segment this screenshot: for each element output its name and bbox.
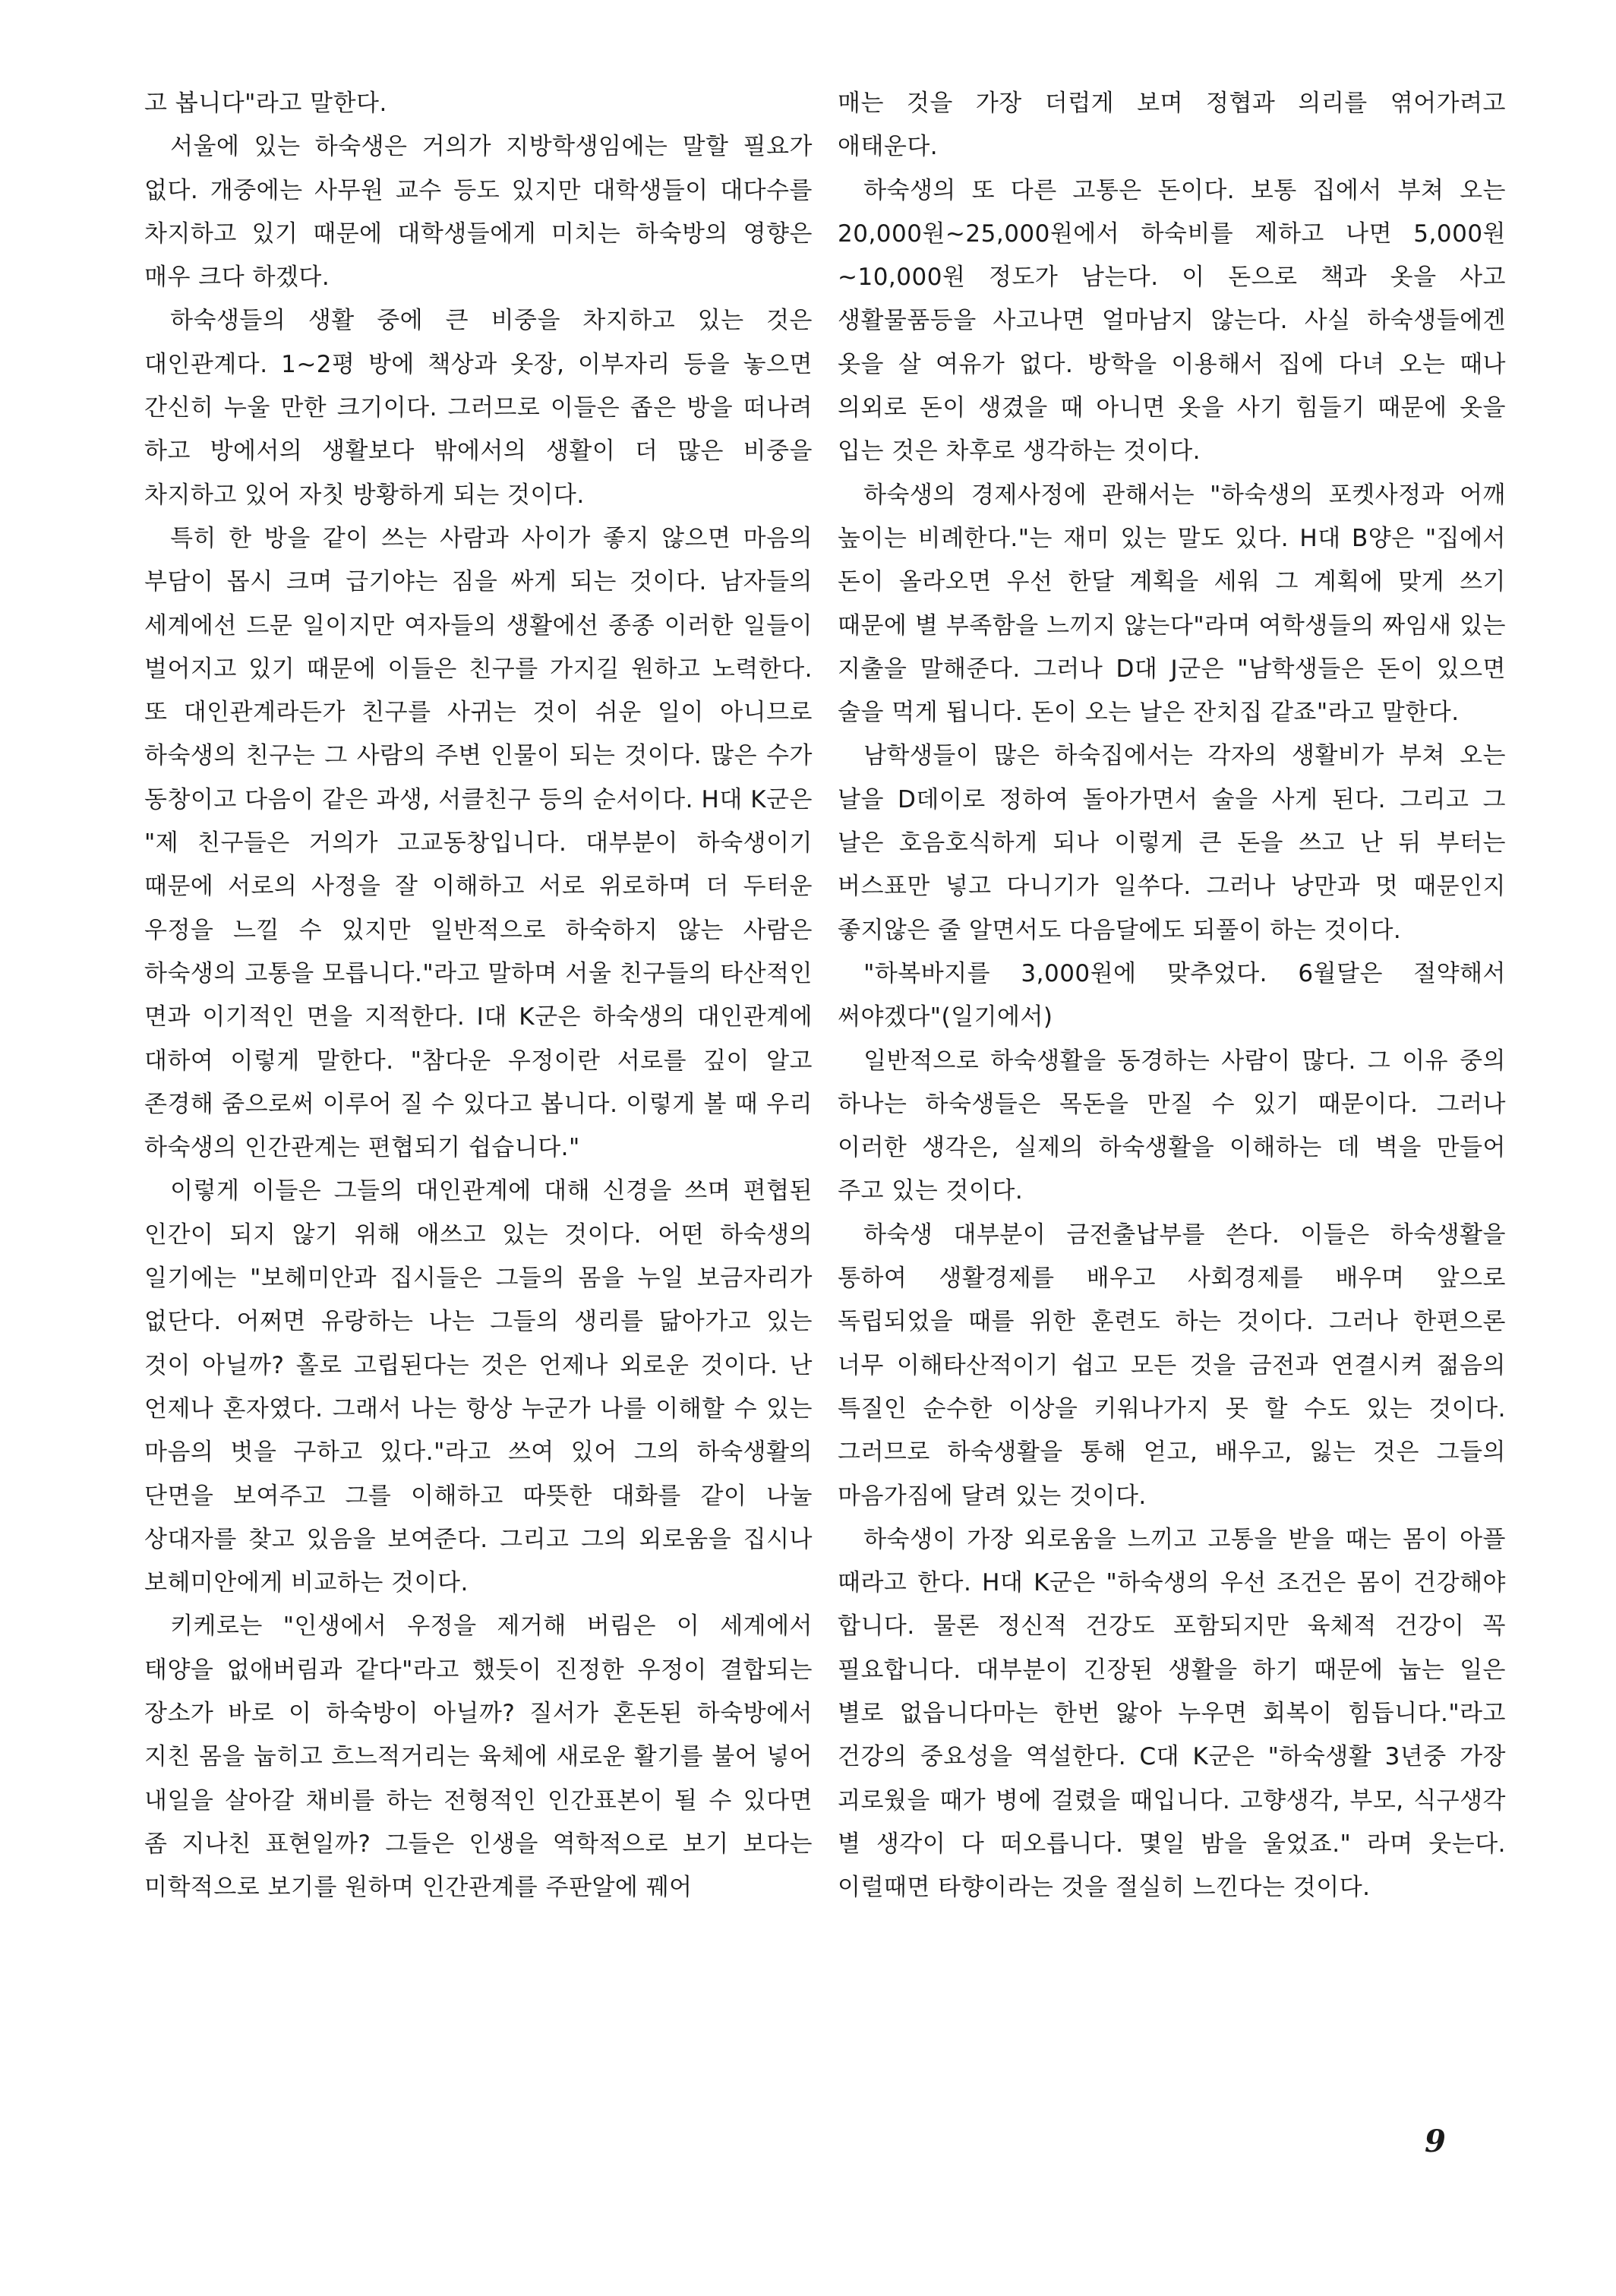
paragraph: 이렇게 이들은 그들의 대인관계에 대해 신경을 쓰며 편협된 인간이 되지 않기 위해 애쓰고 있는 것이다. 어떤 하숙생의 일기에는 "보헤미안과 집시들은 그들의 몸을 누일 보금자리가 없단다. 어쩌면 유랑하는 나는 그들의 생리를 닮아가고 있는 것이 아닐까? 홀로 고립된다는 것은 언제나 외로운 것이다. 난 언제나 혼자였다. 그래서 나는 항상 누군가 나를 이해할 수 있는 마음의 벗을 구하고 있다."라고 쓰여 있어 그의 하숙생활의 단면을 보여주고 그를 이해하고 따뜻한 대화를 같이 나눌 상대자를 찾고 있음을 보여준다. 그리고 그의 외로움을 집시나 보헤미안에게 비교하는 것이다. (144, 1177, 813, 1597)
paragraph: "하복바지를 3,000원에 맞추었다. 6월달은 절약해서 써야겠다"(일기에서) (838, 959, 1506, 1031)
paragraph: 하숙생 대부분이 금전출납부를 쓴다. 이들은 하숙생활을 통하여 생활경제를 배우고 사회경제를 배우며 앞으로 독립되었을 때를 위한 훈련도 하는 것이다. 그러나 한편으론 너무 이해타산적이기 쉽고 모든 것을 금전과 연결시켜 젊음의 특질인 순수한 이상을 키워나가지 못 할 수도 있는 것이다. 그러므로 하숙생활을 통해 얻고, 배우고, 잃는 것은 그들의 마음가짐에 달려 있는 것이다. (838, 1221, 1506, 1510)
paragraph: 키케로는 "인생에서 우정을 제거해 버림은 이 세계에서 태양을 없애버림과 같다"라고 했듯이 진정한 우정이 결합되는 장소가 바로 이 하숙방이 아닐까? 질서가 혼돈된 하숙방에서 지친 몸을 눕히고 흐느적거리는 육체에 새로운 활기를 불어 넣어 내일을 살아갈 채비를 하는 전형적인 인간표본이 될 수 있다면 좀 지나친 표현일까? 그들은 인생을 역학적으로 보기 보다는 미학적으로 보기를 원하며 인간관계를 주판알에 꿰어 (144, 1612, 813, 1902)
left-column (144, 82, 813, 1909)
right-column (838, 82, 1506, 1909)
paragraph: 하숙생이 가장 외로움을 느끼고 고통을 받을 때는 몸이 아플 때라고 한다. H대 K군은 "하숙생의 우선 조건은 몸이 건강해야 합니다. 물론 정신적 건강도 포함되지만 육체적 건강이 꼭 필요합니다. 대부분이 긴장된 생활을 하기 때문에 눕는 일은 별로 없읍니다마는 한번 앓아 누우면 회복이 힘듭니다."라고 건강의 중요성을 역설한다. C대 K군은 "하숙생활 3년중 가장 괴로웠을 때가 병에 걸렸을 때입니다. 고향생각, 부모, 식구생각 별 생각이 다 떠오릅니다. 몇일 밤을 울었죠." 라며 웃는다. 이럴때면 타향이라는 것을 절실히 느낀다는 것이다. (838, 1525, 1506, 1902)
paragraph: 남학생들이 많은 하숙집에서는 각자의 생활비가 부쳐 오는 날을 D데이로 정하여 돌아가면서 술을 사게 된다. 그리고 그 날은 호음호식하게 되나 이렇게 큰 돈을 쓰고 난 뒤 부터는 버스표만 넣고 다니기가 일쑤다. 그러나 낭만과 멋 때문인지 좋지않은 줄 알면서도 다음달에도 되풀이 하는 것이다. (838, 742, 1506, 944)
page-number: 9 (1425, 2124, 1446, 2159)
paragraph: 서울에 있는 하숙생은 거의가 지방학생임에는 말할 필요가 없다. 개중에는 사무원 교수 등도 있지만 대학생들이 대다수를 차지하고 있기 때문에 대학생들에게 미치는 하숙방의 영향은 매우 크다 하겠다. (144, 133, 813, 292)
paragraph: 하숙생들의 생활 중에 큰 비중을 차지하고 있는 것은 대인관계다. 1~2평 방에 책상과 옷장, 이부자리 등을 놓으면 간신히 누울 만한 크기이다. 그러므로 이들은 좁은 방을 떠나려 하고 방에서의 생활보다 밖에서의 생활이 더 많은 비중을 차지하고 있어 자칫 방황하게 되는 것이다. (144, 307, 813, 509)
paragraph: 하숙생의 또 다른 고통은 돈이다. 보통 집에서 부쳐 오는 20,000원~25,000원에서 하숙비를 제하고 나면 5,000원~10,000원 정도가 남는다. 이 돈으로 책과 옷을 사고 생활물품등을 사고나면 얼마남지 않는다. 사실 하숙생들에겐 옷을 살 여유가 없다. 방학을 이용해서 집에 다녀 오는 때나 의외로 돈이 생겼을 때 아니면 옷을 사기 힘들기 때문에 옷을 입는 것은 차후로 생각하는 것이다. (838, 176, 1506, 466)
paragraph: 하숙생의 경제사정에 관해서는 "하숙생의 포켓사정과 어깨 높이는 비례한다."는 재미 있는 말도 있다. H대 B양은 "집에서 돈이 올라오면 우선 한달 계획을 세워 그 계획에 맞게 쓰기 때문에 별 부족함을 느끼지 않는다"라며 여학생들의 짜임새 있는 지출을 말해준다. 그러나 D대 J군은 "남학생들은 돈이 있으면 술을 먹게 됩니다. 돈이 오는 날은 잔치집 같죠"라고 말한다. (838, 481, 1506, 727)
paragraph: 특히 한 방을 같이 쓰는 사람과 사이가 좋지 않으면 마음의 부담이 몹시 크며 급기야는 짐을 싸게 되는 것이다. 남자들의 세계에선 드문 일이지만 여자들의 생활에선 종종 이러한 일들이 벌어지고 있기 때문에 이들은 친구를 가지길 원하고 노력한다. 또 대인관계라든가 친구를 사귀는 것이 쉬운 일이 아니므로 하숙생의 친구는 그 사람의 주변 인물이 되는 것이다. 많은 수가 동창이고 다음이 같은 과생, 서클친구 등의 순서이다. H대 K군은 "제 친구들은 거의가 고교동창입니다. 대부분이 하숙생이기 때문에 서로의 사정을 잘 이해하고 서로 위로하며 더 두터운 우정을 느낄 수 있지만 일반적으로 하숙하지 않는 사람은 하숙생의 고통을 모릅니다."라고 말하며 서울 친구들의 타산적인 면과 이기적인 면을 지적한다. I대 K군은 하숙생의 대인관계에 대하여 이렇게 말한다. "참다운 우정이란 서로를 깊이 알고 존경해 줌으로써 이루어 질 수 있다고 봅니다. 이렇게 볼 때 우리 하숙생의 인간관계는 편협되기 쉽습니다." (144, 524, 813, 1162)
paragraph: 매는 것을 가장 더럽게 보며 정협과 의리를 엮어가려고 애태운다. (838, 90, 1506, 161)
paragraph: 고 봅니다"라고 말한다. (144, 90, 387, 117)
paragraph: 일반적으로 하숙생활을 동경하는 사람이 많다. 그 이유 중의 하나는 하숙생들은 목돈을 만질 수 있기 때문이다. 그러나 이러한 생각은, 실제의 하숙생활을 이해하는 데 벽을 만들어 주고 있는 것이다. (838, 1047, 1506, 1205)
